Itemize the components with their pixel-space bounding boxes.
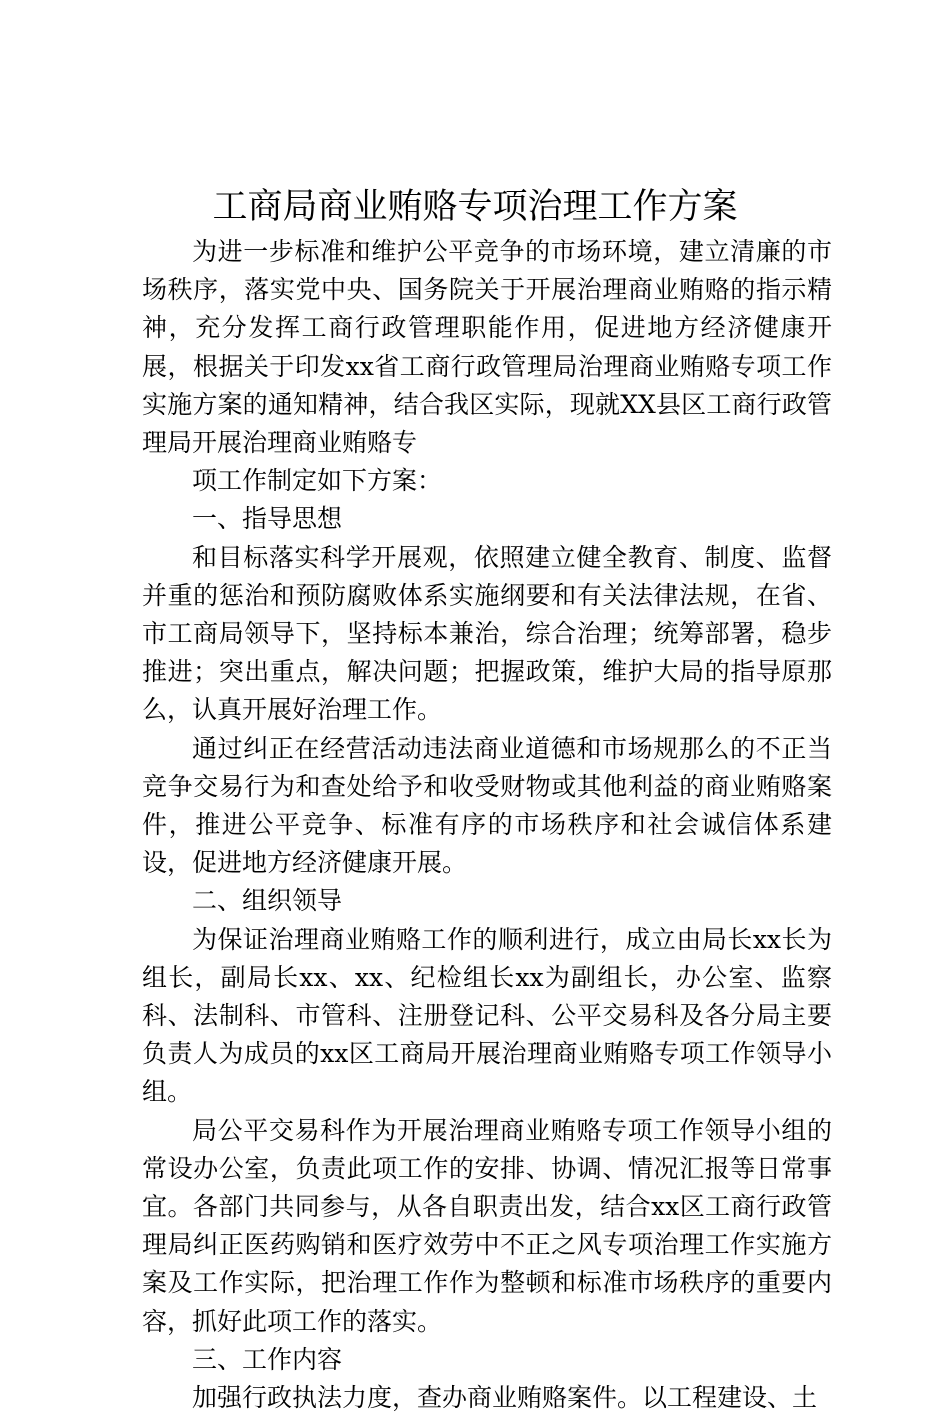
paragraph-intro-continued: 项工作制定如下方案：	[192, 466, 443, 496]
paragraph-work-content: 加强行政执法力度，查办商业贿赂案件。以工程建设、土	[192, 1383, 818, 1413]
paragraph-guiding-thought: 和目标落实科学开展观，依照建立健全教育、制度、监督并重的惩治和预防腐败体系实施纲要和有关法律法规，在省、市工商局领导下，坚持标本兼治，综合治理；统筹部署，稳步推进；突出重点，解决问题；把握政策，维护大局的指导原那么，认真开展好治理工作。	[142, 542, 832, 725]
paragraph-intro: 为进一步标准和维护公平竞争的市场环境，建立清廉的市场秩序，落实党中央、国务院关于开展治理商业贿赂的指示精神，充分发挥工商行政管理职能作用，促进地方经济健康开展，根据关于印发xx省工商行政管理局治理商业贿赂专项工作实施方案的通知精神，结合我区实际，现就XX县区工商行政管理局开展治理商业贿赂专	[142, 237, 832, 458]
document-body	[142, 233, 832, 1417]
section-heading-organization: 二、组织领导	[192, 886, 343, 916]
paragraph-goals: 通过纠正在经营活动违法商业道德和市场规那么的不正当竞争交易行为和查处给予和收受财物或其他利益的商业贿赂案件，推进公平竞争、标准有序的市场秩序和社会诚信体系建设，促进地方经济健康开展。	[142, 733, 832, 878]
section-heading-work-content: 三、工作内容	[192, 1344, 343, 1374]
document-title: 工商局商业贿赂专项治理工作方案	[212, 187, 738, 227]
section-heading-guiding-thought: 一、指导思想	[192, 504, 343, 534]
paragraph-office: 局公平交易科作为开展治理商业贿赂专项工作领导小组的常设办公室，负责此项工作的安排、协调、情况汇报等日常事宜。各部门共同参与，从各自职责出发，结合xx区工商行政管理局纠正医药购销和医疗效劳中不正之风专项治理工作实施方案及工作实际，把治理工作作为整顿和标准市场秩序的重要内容，抓好此项工作的落实。	[142, 1115, 832, 1336]
paragraph-leading-group: 为保证治理商业贿赂工作的顺利进行，成立由局长xx长为组长，副局长xx、xx、纪检组长xx为副组长，办公室、监察科、法制科、市管科、注册登记科、公平交易科及各分局主要负责人为成员的xx区工商局开展治理商业贿赂专项工作领导小组。	[142, 924, 832, 1107]
